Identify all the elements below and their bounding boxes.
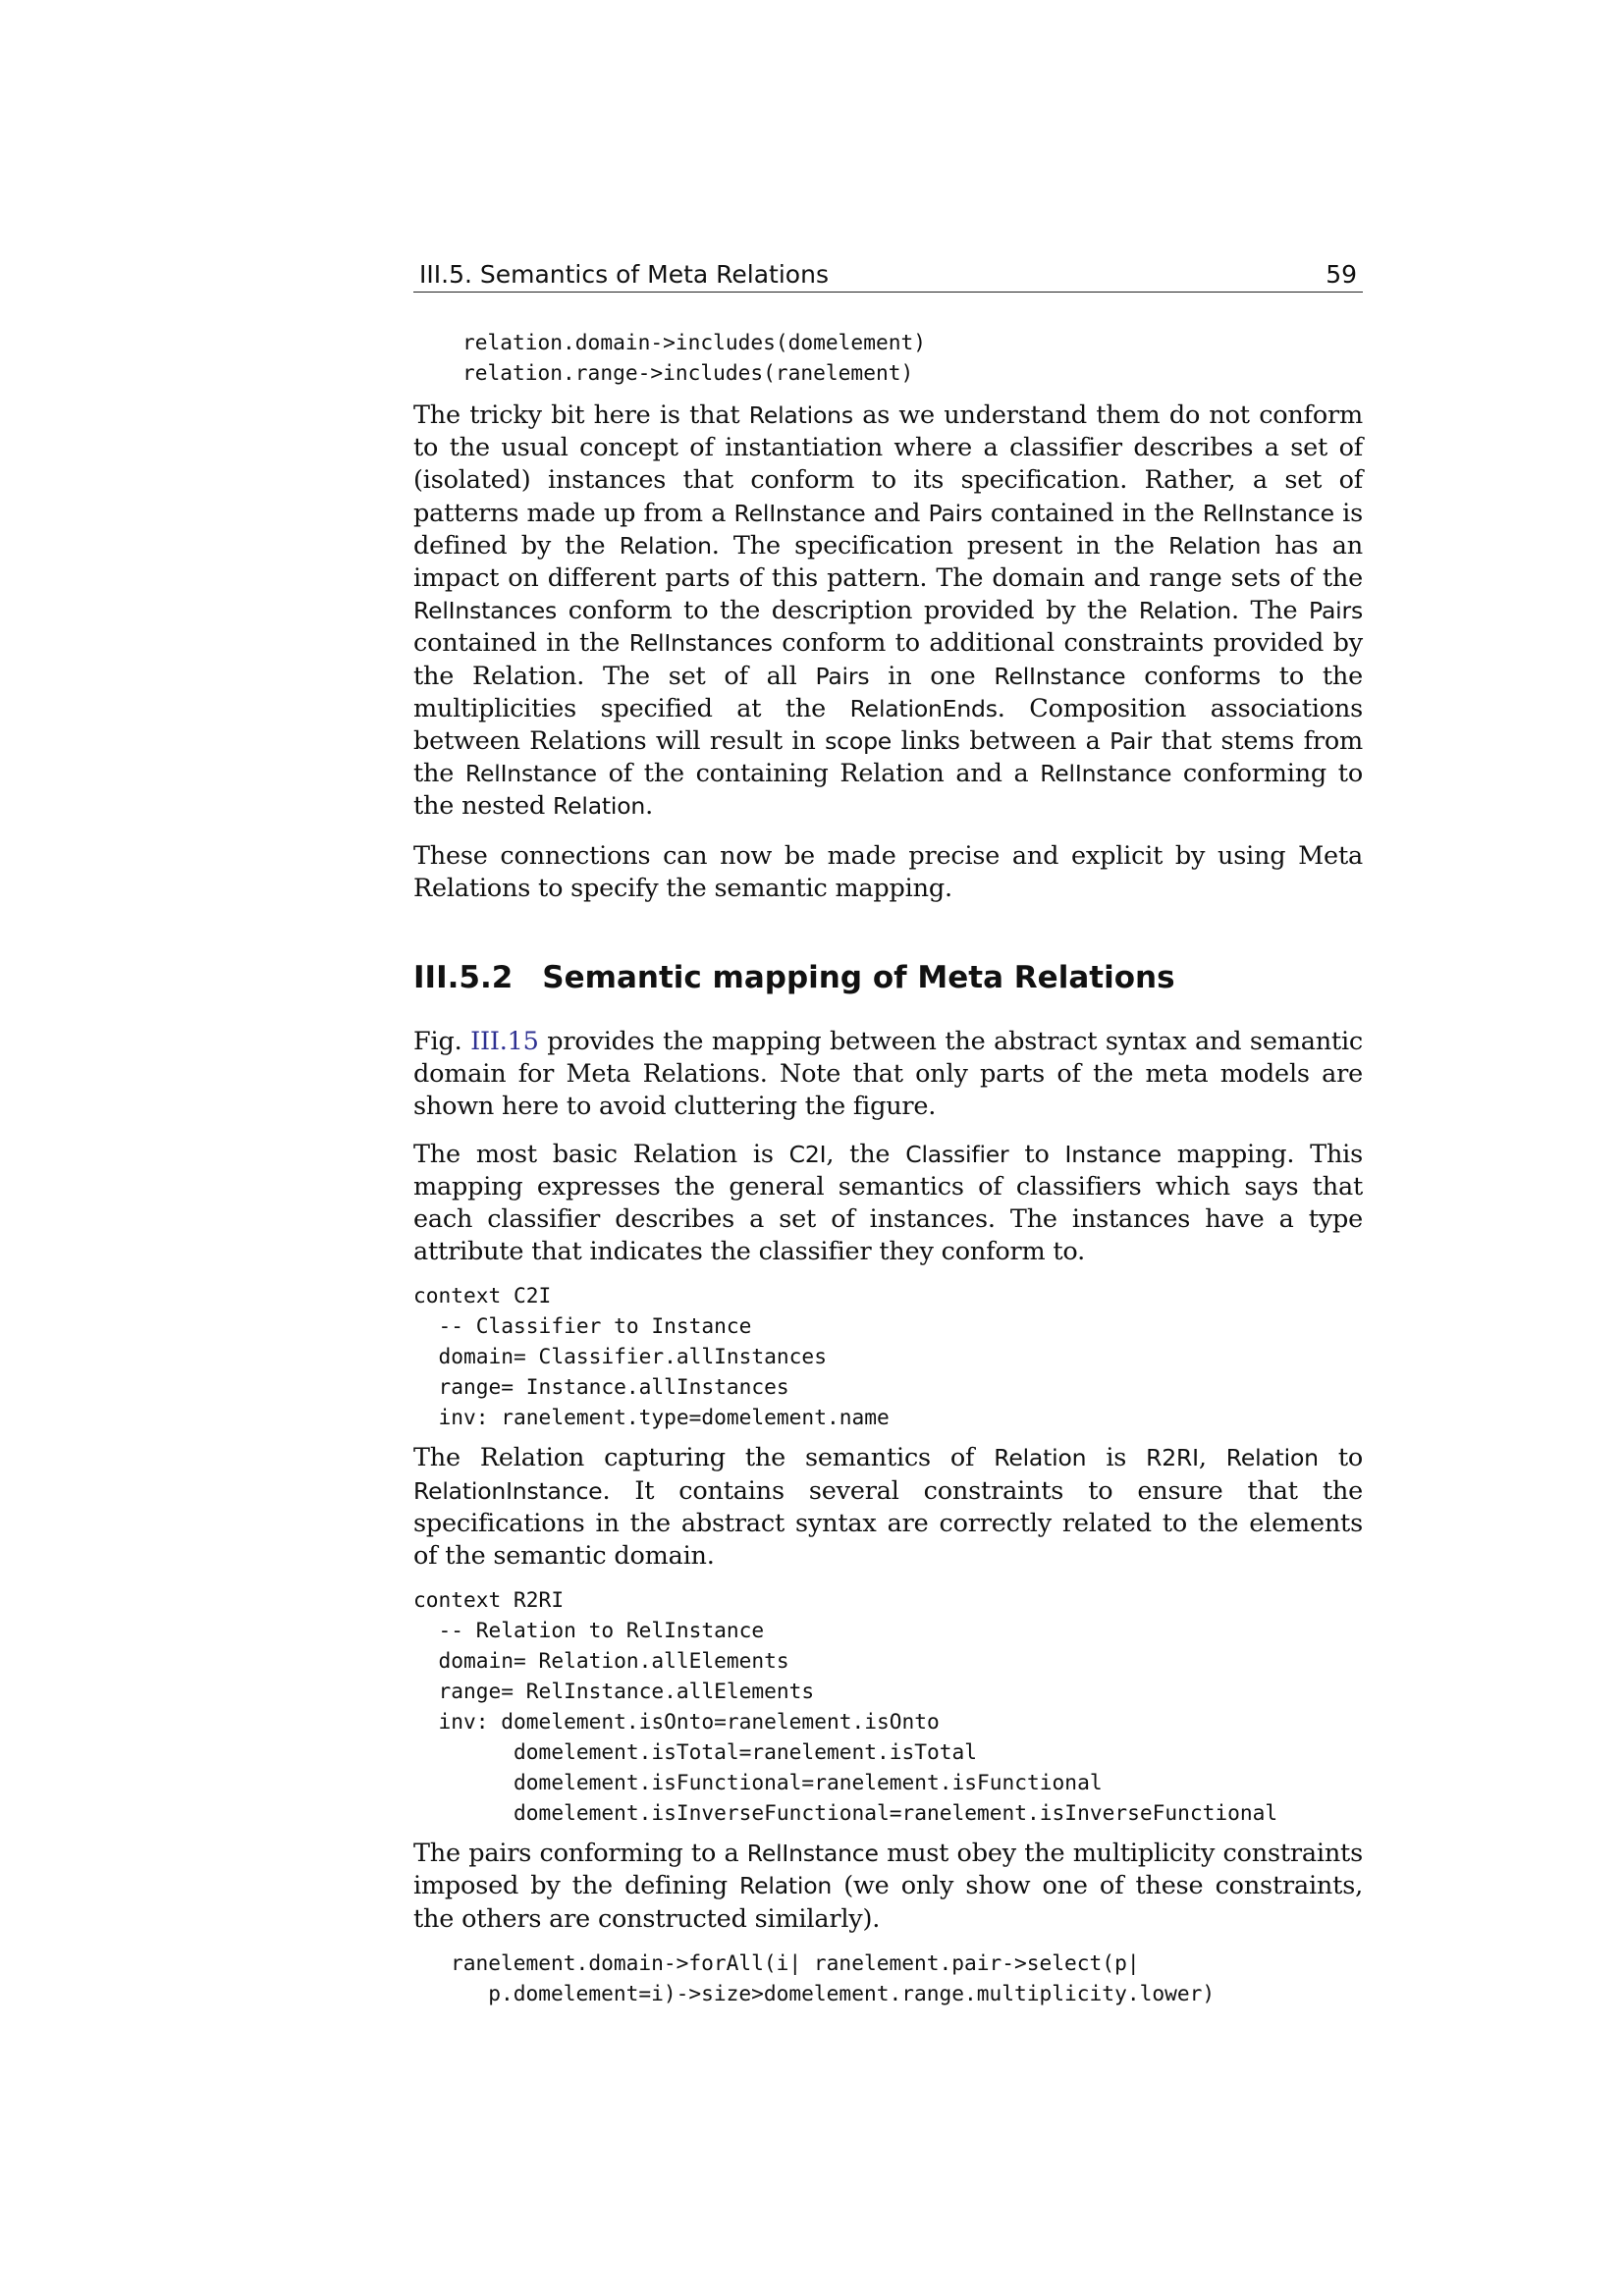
code-block-c2i bbox=[413, 1280, 1363, 1432]
code-line: domelement.isTotal=ranelement.isTotal bbox=[413, 1739, 978, 1765]
paragraph-connections: These connections can now be made precise and explicit by using Meta Relations to specify the semantic mapping. bbox=[413, 840, 1363, 903]
code-line: range= RelInstance.allElements bbox=[413, 1679, 815, 1704]
header-page-number: 59 bbox=[1326, 260, 1357, 289]
code-block-includes bbox=[462, 327, 1363, 388]
code-line: relation.domain->includes(domelement) bbox=[462, 330, 926, 354]
code-line: -- Classifier to Instance bbox=[413, 1313, 752, 1339]
code-block-multiplicity bbox=[451, 1948, 1363, 2008]
code-line: domain= Classifier.allInstances bbox=[413, 1344, 827, 1369]
paragraph-fig-mapping: Fig. III.15 provides the mapping between the abstract syntax and semantic domain for Meta Relations. Note that only parts of the meta models are shown here to avoid cluttering the figure. bbox=[413, 1027, 1364, 1122]
page-body bbox=[413, 260, 1363, 2008]
code-line: inv: domelement.isOnto=ranelement.isOnto bbox=[413, 1709, 940, 1735]
code-line: context C2I bbox=[413, 1283, 552, 1308]
code-line: context R2RI bbox=[413, 1587, 565, 1613]
code-line: range= Instance.allInstances bbox=[413, 1374, 789, 1400]
paragraph-r2ri: The Relation capturing the semantics of Relation is R2RI, Relation to RelationInstance. It contains several constraints to ensure that the specifications in the abstract syntax are correctly related to the elements of the semantic domain. bbox=[413, 1443, 1364, 1572]
code-line: p.domelement=i)->size>domelement.range.multiplicity.lower) bbox=[451, 1980, 1216, 2005]
code-line: inv: ranelement.type=domelement.name bbox=[413, 1405, 890, 1430]
paragraph-pairs: The pairs conforming to a RelInstance must obey the multiplicity constraints imposed by the defining Relation (we only show one of these constraints, the others are constructed similarly). bbox=[413, 1839, 1363, 1934]
section-title: Semantic mapping of Meta Relations bbox=[542, 960, 1175, 996]
figure-reference-link[interactable]: III.15 bbox=[470, 1027, 539, 1057]
code-line: relation.range->includes(ranelement) bbox=[462, 360, 914, 385]
code-line: domelement.isFunctional=ranelement.isFunctional bbox=[413, 1770, 1103, 1795]
paragraph-c2i: The most basic Relation is C2I, the Classifier to Instance mapping. This mapping expresses the general semantics of classifiers which says that each classifier describes a set of instances. The instances have a type attribute that indicates the classifier they conform to. bbox=[413, 1139, 1364, 1267]
section-heading bbox=[413, 959, 1363, 996]
header-section-title: III.5. Semantics of Meta Relations bbox=[419, 260, 829, 289]
paragraph-tricky-bit: The tricky bit here is that Relations as we understand them do not conform to the usual concept of instantiation where a classifier describes a set of (isolated) instances that conform to its specification. Rather, a set of patterns made up from a RelInstance and Pairs contained in the RelInstance is defined by the Relation. The specification present in the Relation has an impact on different parts of this pattern. The domain and range sets of the RelInstances conform to the description provided by the Relation. The Pairs contained in the RelInstances conform to additional constraints provided by the Relation. The set of all Pairs in one RelInstance conforms to the multiplicities specified at the RelationEnds. Composition associations between Relations will result in scope links between a Pair that stems from the RelInstance of the containing Relation and a RelInstance conforming to the nested Relation. bbox=[413, 400, 1364, 822]
code-block-r2ri bbox=[413, 1584, 1363, 1828]
code-line: ranelement.domain->forAll(i| ranelement.pair->select(p| bbox=[451, 1949, 1140, 1975]
section-number: III.5.2 bbox=[413, 960, 514, 996]
running-header bbox=[413, 260, 1363, 293]
code-line: domain= Relation.allElements bbox=[413, 1648, 789, 1674]
code-line: domelement.isInverseFunctional=ranelement.isInverseFunctional bbox=[413, 1800, 1278, 1826]
code-line: -- Relation to RelInstance bbox=[413, 1618, 765, 1643]
